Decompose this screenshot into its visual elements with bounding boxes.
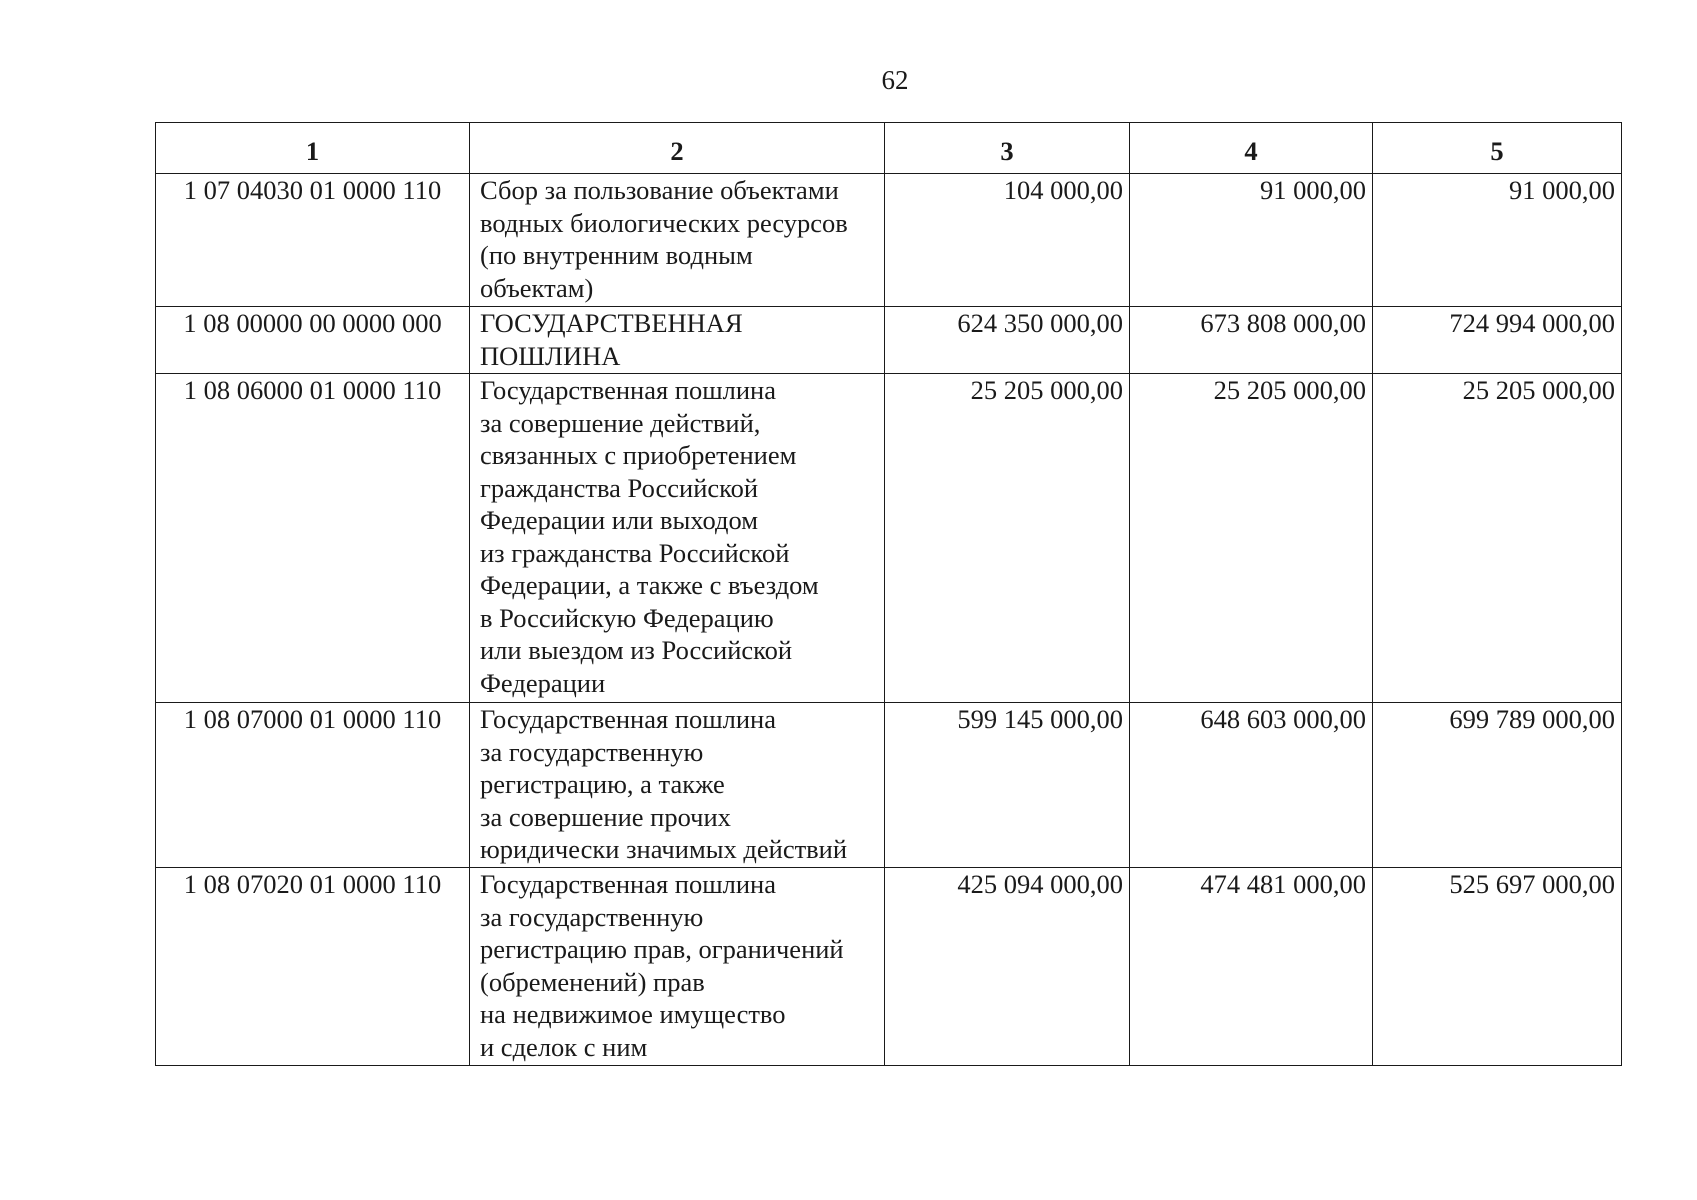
row-name <box>470 174 885 307</box>
table-row <box>156 307 1622 374</box>
row-value-col5: 699 789 000,00 <box>1373 703 1622 868</box>
header-row <box>156 123 1622 174</box>
row-name <box>470 374 885 703</box>
row-name-line: объектам) <box>480 272 594 303</box>
row-name-line: за государственную <box>480 901 704 932</box>
row-value-col4: 648 603 000,00 <box>1130 703 1373 868</box>
row-name-line: Государственная пошлина <box>480 869 776 899</box>
column-header-1: 1 <box>156 123 470 174</box>
row-name-line: водных биологических ресурсов <box>480 207 848 238</box>
row-name-line: или выездом из Российской <box>480 635 793 665</box>
row-value-col4: 474 481 000,00 <box>1130 868 1373 1066</box>
row-value-col3: 599 145 000,00 <box>885 703 1130 868</box>
row-name-line: Сбор за пользование объектами <box>480 175 839 205</box>
row-value-col5: 724 994 000,00 <box>1373 307 1622 374</box>
row-name-line: за совершение действий, <box>480 407 761 438</box>
row-name-line: Государственная пошлина <box>480 375 776 405</box>
row-code: 1 08 07020 01 0000 110 <box>156 868 470 1066</box>
column-header-3: 3 <box>885 123 1130 174</box>
row-name-line: за государственную <box>480 736 704 767</box>
row-value-col5: 525 697 000,00 <box>1373 868 1622 1066</box>
row-value-col4: 91 000,00 <box>1130 174 1373 307</box>
page-number: 62 <box>881 65 909 95</box>
table-body <box>156 174 1622 1066</box>
row-name-line: регистрацию прав, ограничений <box>480 934 844 964</box>
row-value-col5: 25 205 000,00 <box>1373 374 1622 703</box>
row-value-col3: 25 205 000,00 <box>885 374 1130 703</box>
row-name-line: связанных с приобретением <box>480 440 797 470</box>
row-value-col4: 673 808 000,00 <box>1130 307 1373 374</box>
row-name <box>470 703 885 868</box>
row-name-line: Федерации, а также с въездом <box>480 570 819 600</box>
column-header-4: 4 <box>1130 123 1373 174</box>
row-name-line: из гражданства Российской <box>480 537 790 568</box>
row-name-line: и сделок с ним <box>480 1031 648 1062</box>
row-name-line: Федерации <box>480 667 606 698</box>
row-value-col4: 25 205 000,00 <box>1130 374 1373 703</box>
table-row <box>156 174 1622 307</box>
row-name-line: ПОШЛИНА <box>480 340 621 371</box>
row-name-line: регистрацию, а также <box>480 769 725 799</box>
row-code: 1 08 07000 01 0000 110 <box>156 703 470 868</box>
row-code: 1 08 00000 00 0000 000 <box>156 307 470 374</box>
row-name-line: (обременений) прав <box>480 966 705 997</box>
row-name-line: в Российскую Федерацию <box>480 602 774 633</box>
row-name-line: Государственная пошлина <box>480 704 776 734</box>
table-row <box>156 374 1622 703</box>
row-value-col3: 104 000,00 <box>885 174 1130 307</box>
row-name-line: (по внутренним водным <box>480 240 753 270</box>
budget-table <box>155 122 1622 1066</box>
row-value-col3: 624 350 000,00 <box>885 307 1130 374</box>
row-code: 1 08 06000 01 0000 110 <box>156 374 470 703</box>
row-name-line: Федерации или выходом <box>480 505 759 535</box>
row-name <box>470 868 885 1066</box>
row-code: 1 07 04030 01 0000 110 <box>156 174 470 307</box>
row-name-line: ГОСУДАРСТВЕННАЯ <box>480 308 743 338</box>
row-name-line: на недвижимое имущество <box>480 999 786 1029</box>
column-header-2: 2 <box>470 123 885 174</box>
row-name-line: гражданства Российской <box>480 472 759 503</box>
row-value-col3: 425 094 000,00 <box>885 868 1130 1066</box>
row-name <box>470 307 885 374</box>
row-value-col5: 91 000,00 <box>1373 174 1622 307</box>
table-row <box>156 868 1622 1066</box>
row-name-line: юридически значимых действий <box>480 834 848 864</box>
row-name-line: за совершение прочих <box>480 801 731 832</box>
table-row <box>156 703 1622 868</box>
column-header-5: 5 <box>1373 123 1622 174</box>
